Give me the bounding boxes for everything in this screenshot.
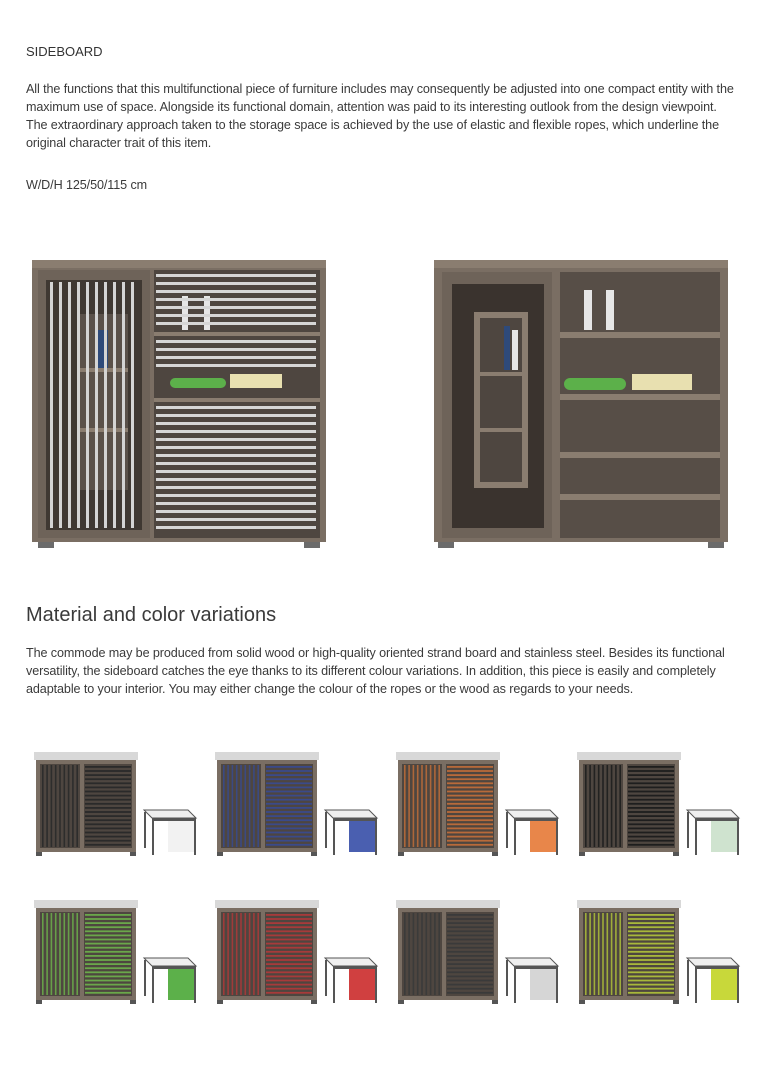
color-variation-7 xyxy=(396,900,561,1010)
color-variation-4 xyxy=(577,752,742,862)
color-variation-3 xyxy=(396,752,561,862)
color-variation-6 xyxy=(215,900,380,1010)
product-description: All the functions that this multifunctional piece of furniture includes may consequently be adjusted into one compact entity with the maximum use of space. Alongside its functional domain, attention was paid to its interesting outlook from the design viewpoint. The extraordinary approach taken to the storage space is achieved by the use of elastic and flexible ropes, which underline the original character trait of this item. xyxy=(26,82,734,150)
variations-description: The commode may be produced from solid wood or high-quality oriented strand board and stainless steel. Besides its functional versatility, the sideboard catches the eye thanks to its different colour variations. In addition, this piece is easily and completely adaptable to your interior. You may either change the colour of the ropes or the wood as regards to your needs. xyxy=(26,646,725,696)
sideboard-open-image xyxy=(434,258,728,550)
color-variation-5 xyxy=(34,900,199,1010)
product-dimensions: W/D/H 125/50/115 cm xyxy=(26,178,148,192)
color-variation-8 xyxy=(577,900,742,1010)
product-title: SIDEBOARD xyxy=(26,44,103,59)
sideboard-closed-image xyxy=(32,258,326,550)
variations-heading: Material and color variations xyxy=(26,604,277,626)
color-variation-1 xyxy=(34,752,199,862)
color-variation-2 xyxy=(215,752,380,862)
